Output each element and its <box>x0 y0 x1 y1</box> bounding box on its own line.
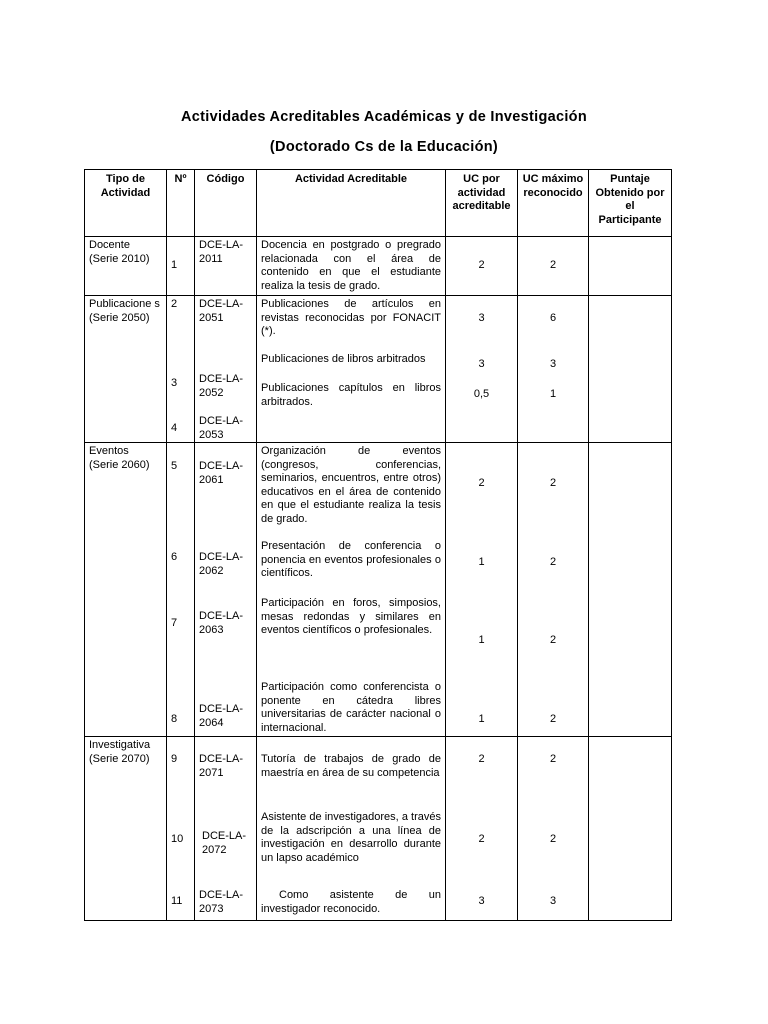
header-uc-maximo: UC máximo reconocido <box>518 170 589 237</box>
num-cell <box>167 443 195 737</box>
row-uc-actividad: 3 <box>478 895 485 907</box>
row-num: 10 <box>171 833 184 845</box>
row-actividad: Asistente de investigadores, a través de la adscripción a una línea de investigación en desarrollo durante un lapso académico <box>261 811 441 864</box>
row-codigo: DCE-LA-2061 <box>199 460 244 486</box>
puntaje-cell <box>589 296 672 443</box>
uc-maximo-cell <box>518 296 589 443</box>
tipo-cell <box>85 296 167 443</box>
header-puntaje: Puntaje Obtenido por el Participante <box>589 170 672 237</box>
row-actividad: Organización de eventos (congresos, conferencias, seminarios, encuentros, entre otros) educativos en el área de contenido en que el estudiante realiza la tesis de grado. <box>261 445 441 525</box>
row-actividad: Publicaciones capítulos en libros arbitrados. <box>261 382 441 408</box>
row-uc-maximo: 2 <box>549 556 557 568</box>
row-uc-actividad: 1 <box>478 556 485 568</box>
row-uc-maximo: 2 <box>549 833 557 845</box>
row-uc-maximo: 6 <box>549 312 557 324</box>
document-subtitle: (Doctorado Cs de la Educación) <box>269 139 499 155</box>
actividad-cell <box>257 737 446 921</box>
row-codigo: DCE-LA-2072 <box>202 830 247 856</box>
row-num: 4 <box>171 422 178 434</box>
row-num: 9 <box>171 753 178 765</box>
row-actividad: Participación en foros, simposios, mesas redondas y similares en eventos científicos o profesionales. <box>261 597 441 636</box>
row-codigo: DCE-LA-2063 <box>199 610 244 636</box>
puntaje-cell <box>589 737 672 921</box>
uc-maximo-cell: 2 <box>518 237 589 296</box>
row-uc-actividad: 2 <box>478 477 485 489</box>
row-uc-maximo: 3 <box>549 895 557 907</box>
codigo-cell: DCE-LA-2011 <box>195 237 257 296</box>
row-uc-maximo: 2 <box>549 753 557 765</box>
row-codigo: DCE-LA-2053 <box>199 415 244 441</box>
tipo-label: Eventos <box>89 445 129 457</box>
row-actividad: Participación como conferencista o ponente en cátedra libres universitarias de carácter nacional o internacional. <box>261 681 441 734</box>
puntaje-cell <box>589 443 672 737</box>
row-uc-maximo: 3 <box>549 358 557 370</box>
puntaje-cell <box>589 237 672 296</box>
header-row <box>85 170 672 237</box>
table-row <box>85 237 672 296</box>
uc-maximo-cell <box>518 443 589 737</box>
codigo-cell <box>195 443 257 737</box>
uc-actividad-cell <box>446 737 518 921</box>
row-num: 5 <box>171 460 178 472</box>
uc-actividad-cell <box>446 296 518 443</box>
row-actividad: Publicaciones de libros arbitrados <box>261 353 426 365</box>
row-uc-actividad: 3 <box>478 358 485 370</box>
row-codigo: DCE-LA-2062 <box>199 551 244 577</box>
num-cell: 1 <box>167 237 195 296</box>
row-uc-actividad: 3 <box>478 312 485 324</box>
tipo-cell <box>85 443 167 737</box>
codigo-cell <box>195 296 257 443</box>
row-actividad: Presentación de conferencia o ponencia en eventos profesionales o científicos. <box>261 540 441 579</box>
serie-label: (Serie 2050) <box>89 311 150 324</box>
uc-actividad-cell: 2 <box>446 237 518 296</box>
row-codigo: DCE-LA-2073 <box>199 889 244 915</box>
row-num: 11 <box>171 895 183 907</box>
tipo-cell <box>85 737 167 921</box>
num-cell <box>167 296 195 443</box>
uc-actividad-cell <box>446 443 518 737</box>
row-uc-actividad: 1 <box>478 713 485 725</box>
row-num: 2 <box>171 298 178 310</box>
row-uc-actividad: 2 <box>478 753 485 765</box>
row-codigo: DCE-LA-2064 <box>199 703 244 729</box>
row-uc-actividad: 1 <box>478 634 485 646</box>
serie-label: (Serie 2010) <box>89 252 150 265</box>
tipo-cell <box>85 237 167 296</box>
tipo-label: Docente <box>89 239 130 251</box>
row-codigo: DCE-LA-2071 <box>199 753 244 779</box>
table-row <box>85 737 672 921</box>
header-codigo: Código <box>195 170 257 237</box>
row-codigo: DCE-LA-2051 <box>199 298 244 324</box>
row-uc-maximo: 2 <box>549 713 557 725</box>
activities-table <box>84 169 672 921</box>
row-uc-maximo: 2 <box>549 477 557 489</box>
row-actividad: Publicaciones de artículos en revistas reconocidas por FONACIT (*). <box>261 298 441 337</box>
tipo-label: Publicacione s <box>89 298 160 310</box>
actividad-cell: Docencia en postgrado o pregrado relacionada con el área de contenido en que el estudiante realiza la tesis de grado. <box>257 237 446 296</box>
header-num: Nº <box>167 170 195 237</box>
row-uc-maximo: 1 <box>549 388 557 400</box>
header-tipo: Tipo de Actividad <box>85 170 167 237</box>
serie-label: (Serie 2070) <box>89 752 150 765</box>
row-num: 7 <box>171 617 178 629</box>
actividad-cell <box>257 296 446 443</box>
uc-maximo-cell <box>518 737 589 921</box>
table-row <box>85 443 672 737</box>
row-num: 6 <box>171 551 178 563</box>
row-num: 3 <box>171 377 178 389</box>
tipo-label: Investigativa <box>89 739 151 751</box>
document-title: Actividades Acreditables Académicas y de Investigación <box>181 109 587 125</box>
codigo-cell <box>195 737 257 921</box>
row-num: 8 <box>171 713 178 725</box>
row-actividad: Como asistente de un investigador reconocido. <box>261 889 441 915</box>
row-codigo: DCE-LA-2052 <box>199 373 244 399</box>
row-uc-actividad: 0,5 <box>473 388 490 400</box>
row-uc-maximo: 2 <box>549 634 557 646</box>
actividad-cell <box>257 443 446 737</box>
header-uc-actividad: UC por actividad acreditable <box>446 170 518 237</box>
num-cell <box>167 737 195 921</box>
serie-label: (Serie 2060) <box>89 458 150 471</box>
row-uc-actividad: 2 <box>478 833 485 845</box>
table-row <box>85 296 672 443</box>
header-actividad: Actividad Acreditable <box>257 170 446 237</box>
row-actividad: Tutoría de trabajos de grado de maestría en área de su competencia <box>261 753 441 779</box>
